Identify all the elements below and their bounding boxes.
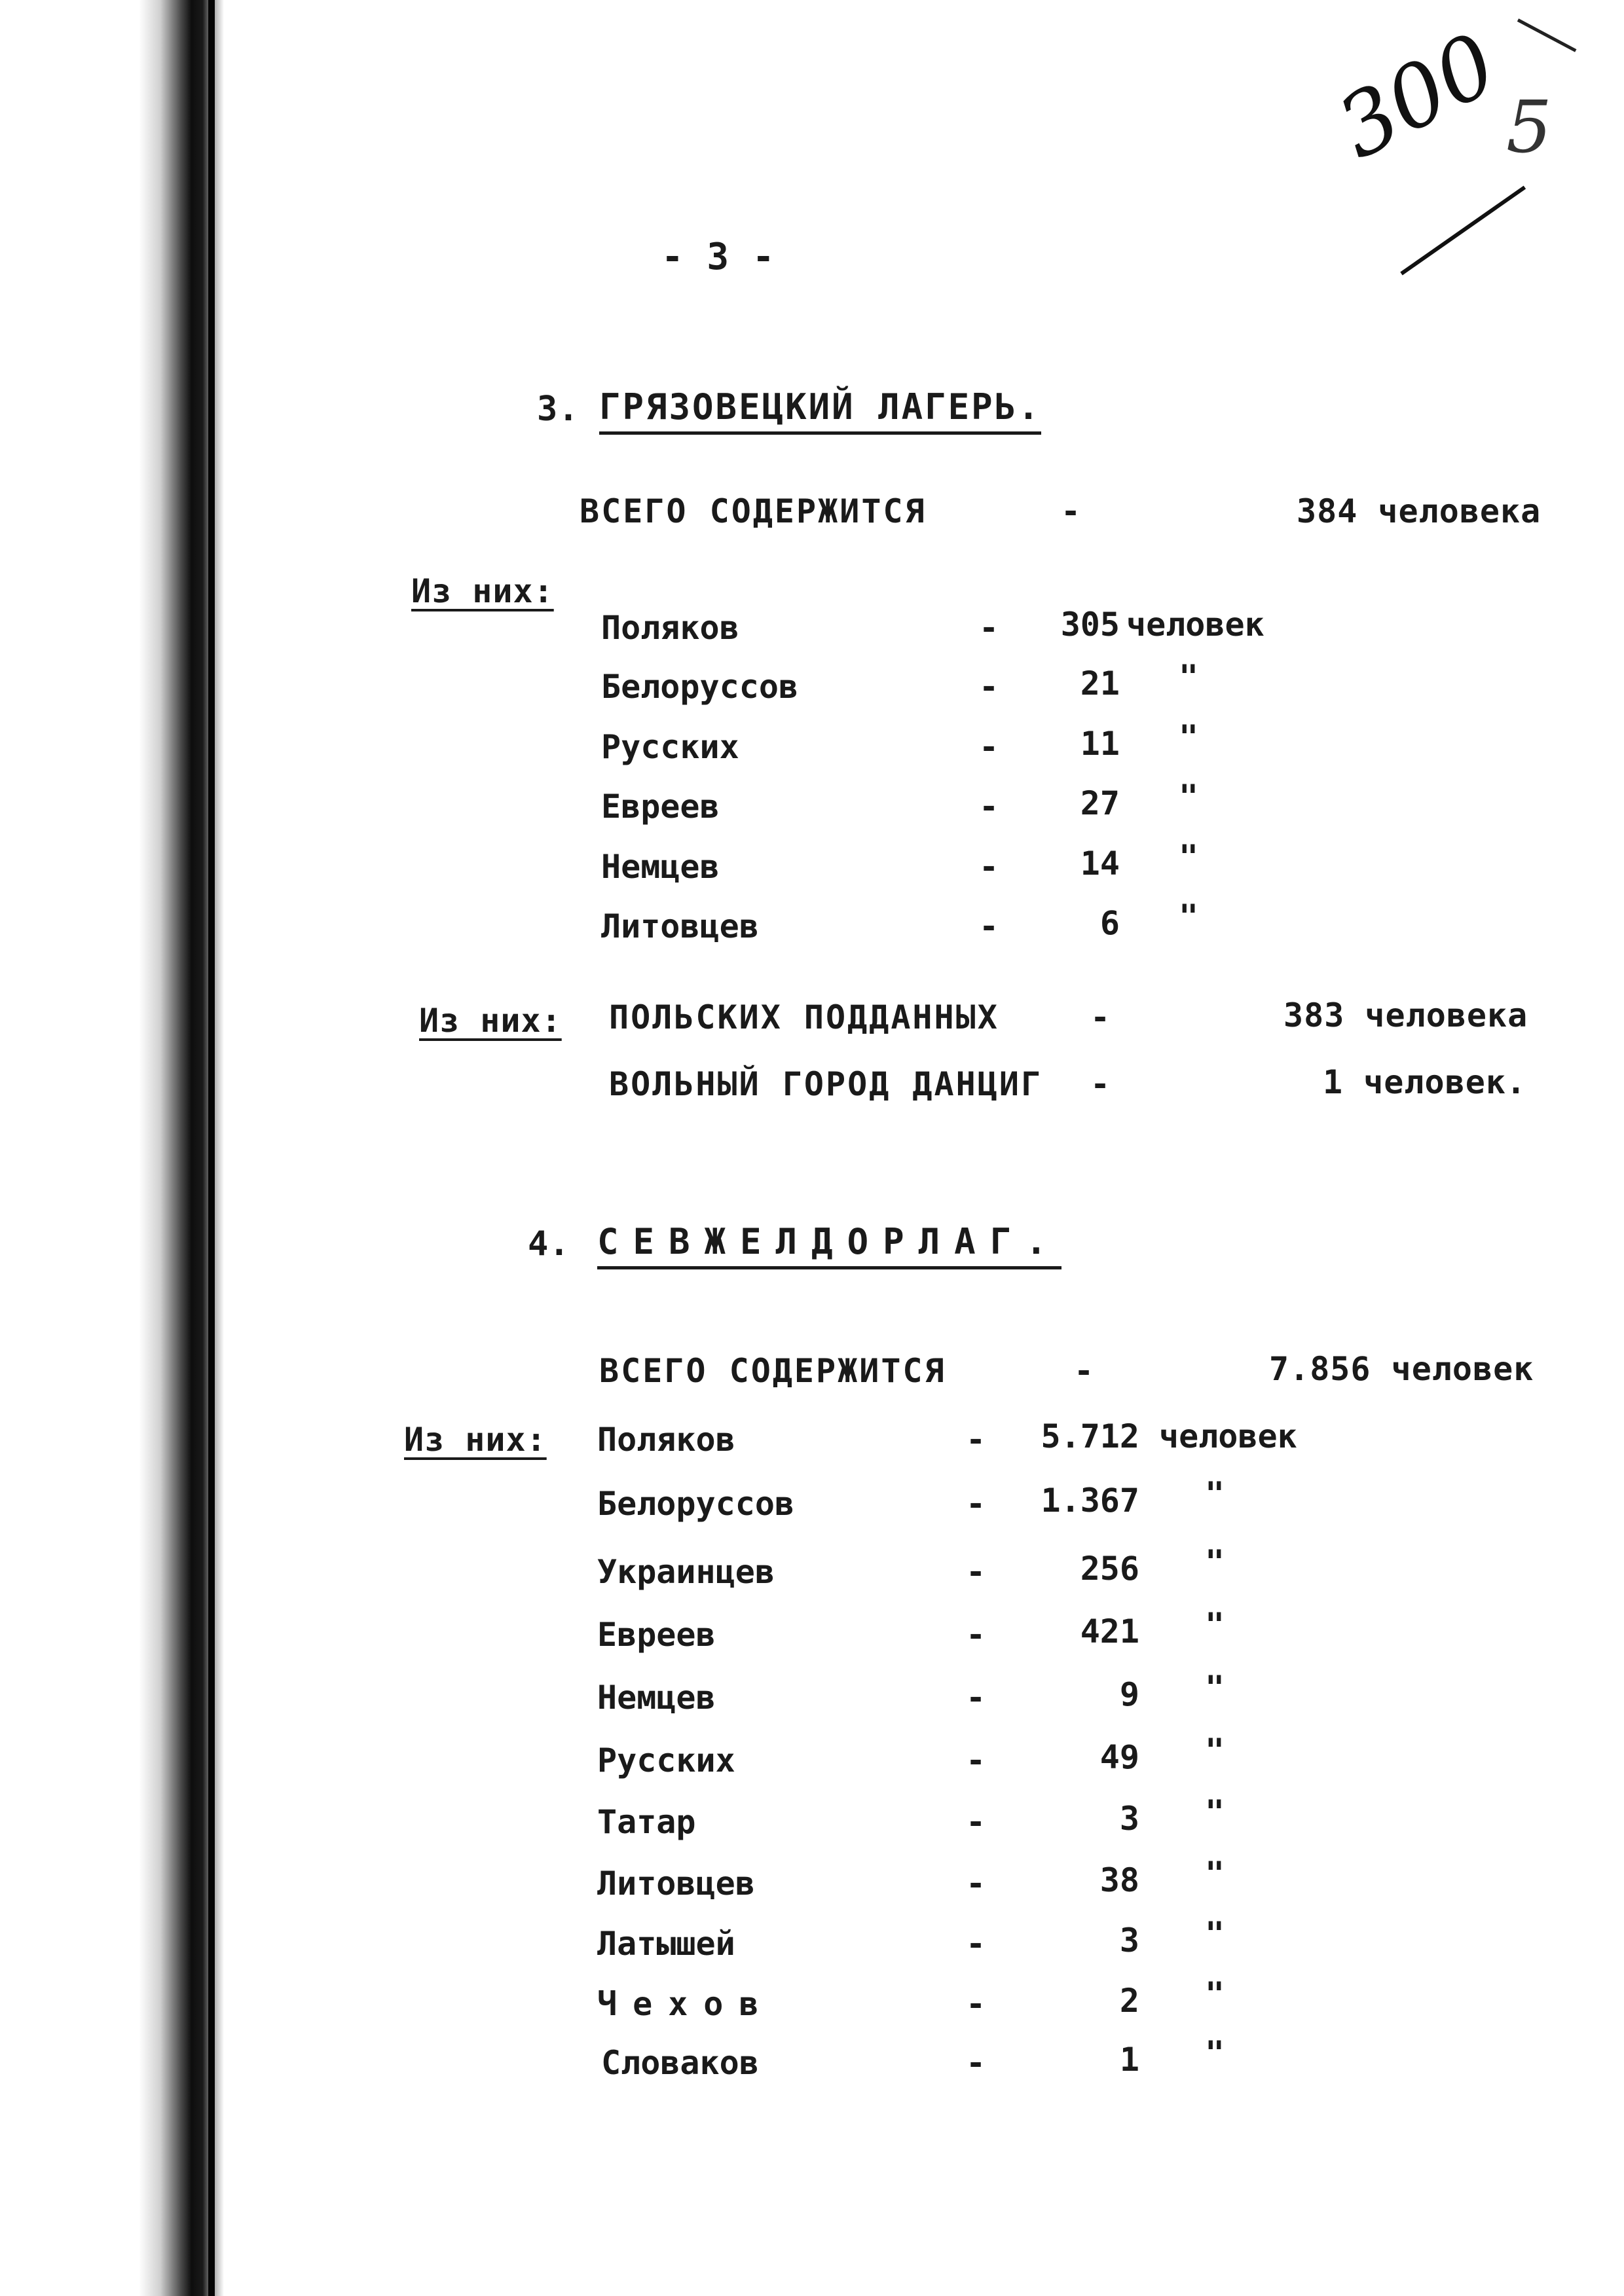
- section-3-citizenship-label: Из них:: [419, 1002, 562, 1040]
- citizenship-value: 383 человека: [1283, 996, 1528, 1034]
- section-4-number: 4.: [528, 1224, 570, 1264]
- count-unit: ": [1205, 1475, 1225, 1513]
- section-3-title: ГРЯЗОВЕЦКИЙ ЛАГЕРЬ.: [599, 386, 1041, 435]
- nationality-count: 2: [1119, 1982, 1139, 2020]
- section-3-total-label: ВСЕГО СОДЕРЖИТСЯ: [580, 492, 927, 530]
- nationality-count: 11: [1080, 725, 1120, 763]
- count-unit: ": [1179, 838, 1199, 876]
- nationality-count: 21: [1080, 665, 1120, 702]
- nationality-count: 9: [1119, 1675, 1139, 1713]
- section-3-number: 3.: [537, 390, 580, 429]
- handwritten-folio: 300: [1321, 14, 1513, 179]
- nationality-name: Немцев: [601, 848, 720, 886]
- nationality-count: 1: [1119, 2041, 1139, 2079]
- nationality-name: Литовцев: [597, 1865, 755, 1903]
- nationality-count: 27: [1080, 784, 1120, 822]
- row-dash: -: [966, 1985, 986, 2023]
- count-unit: ": [1205, 1606, 1225, 1644]
- section-3-total-value: 384 человека: [1297, 492, 1541, 530]
- section-4-breakdown-label: Из них:: [404, 1421, 547, 1459]
- count-unit: ": [1205, 1855, 1225, 1893]
- count-unit: ": [1179, 718, 1199, 756]
- nationality-count: 38: [1099, 1861, 1139, 1899]
- binding-edge: [208, 0, 215, 2296]
- row-dash: -: [966, 1741, 986, 1779]
- section-4-total-label: ВСЕГО СОДЕРЖИТСЯ: [599, 1352, 946, 1390]
- nationality-count: 421: [1080, 1613, 1139, 1650]
- citizenship-name: ВОЛЬНЫЙ ГОРОД ДАНЦИГ: [609, 1065, 1043, 1103]
- count-unit: человек: [1126, 606, 1264, 644]
- row-dash: -: [966, 1865, 986, 1903]
- nationality-name: Литовцев: [601, 907, 759, 945]
- nationality-name: Украинцев: [597, 1553, 775, 1591]
- nationality-count: 6: [1099, 904, 1120, 942]
- page-number: - 3 -: [661, 236, 775, 278]
- nationality-count: 3: [1119, 1922, 1139, 1959]
- citizenship-dash: -: [1090, 998, 1111, 1036]
- count-unit: ": [1205, 1669, 1225, 1707]
- nationality-name: Чехов: [597, 1985, 775, 2023]
- nationality-name: Словаков: [601, 2044, 759, 2082]
- row-dash: -: [966, 1616, 986, 1654]
- row-dash: -: [979, 668, 999, 706]
- nationality-count: 14: [1080, 845, 1120, 883]
- nationality-name: Немцев: [597, 1679, 716, 1717]
- count-unit: ": [1179, 658, 1199, 696]
- nationality-count: 256: [1080, 1550, 1139, 1588]
- corner-fold-mark: [1517, 18, 1577, 52]
- nationality-name: Белоруссов: [597, 1485, 795, 1523]
- citizenship-name: ПОЛЬСКИХ ПОДДАННЫХ: [609, 998, 999, 1036]
- nationality-count: 49: [1099, 1738, 1139, 1776]
- nationality-name: Русских: [601, 728, 739, 766]
- count-unit: ": [1179, 898, 1199, 936]
- handwritten-stroke: [1400, 186, 1526, 276]
- count-unit: ": [1205, 2034, 1225, 2072]
- row-dash: -: [979, 848, 999, 886]
- handwritten-folio-sup: 5: [1506, 85, 1552, 169]
- count-unit: ": [1179, 778, 1199, 816]
- nationality-name: Татар: [597, 1803, 696, 1841]
- row-dash: -: [979, 728, 999, 766]
- row-dash: -: [966, 1679, 986, 1717]
- section-4-title: СЕВЖЕЛДОРЛАГ.: [597, 1221, 1061, 1269]
- count-unit: человек: [1159, 1417, 1297, 1455]
- row-dash: -: [966, 1925, 986, 1963]
- nationality-count: 305: [1060, 606, 1120, 644]
- count-unit: ": [1205, 1915, 1225, 1953]
- count-unit: ": [1205, 1543, 1225, 1581]
- section-4-total-value: 7.856 человек: [1269, 1350, 1534, 1388]
- nationality-name: Евреев: [597, 1616, 716, 1654]
- nationality-name: Поляков: [601, 609, 739, 647]
- row-dash: -: [966, 2044, 986, 2082]
- row-dash: -: [966, 1553, 986, 1591]
- count-unit: ": [1205, 1975, 1225, 2013]
- nationality-count: 3: [1119, 1800, 1139, 1838]
- section-3-breakdown-label: Из них:: [411, 572, 554, 610]
- nationality-count: 1.367: [1041, 1482, 1139, 1520]
- nationality-name: Евреев: [601, 788, 720, 826]
- section-4-total-dash: -: [1074, 1352, 1095, 1390]
- row-dash: -: [979, 788, 999, 826]
- row-dash: -: [966, 1485, 986, 1523]
- nationality-name: Поляков: [597, 1421, 735, 1459]
- nationality-count: 5.712: [1041, 1417, 1139, 1455]
- section-3-total-dash: -: [1061, 492, 1082, 530]
- row-dash: -: [979, 609, 999, 647]
- row-dash: -: [979, 907, 999, 945]
- row-dash: -: [966, 1421, 986, 1459]
- count-unit: ": [1205, 1732, 1225, 1770]
- nationality-name: Латышей: [597, 1925, 735, 1963]
- count-unit: ": [1205, 1793, 1225, 1831]
- citizenship-value: 1 человек.: [1323, 1063, 1527, 1101]
- nationality-name: Русских: [597, 1741, 735, 1779]
- row-dash: -: [966, 1803, 986, 1841]
- citizenship-dash: -: [1090, 1065, 1111, 1103]
- nationality-name: Белоруссов: [601, 668, 799, 706]
